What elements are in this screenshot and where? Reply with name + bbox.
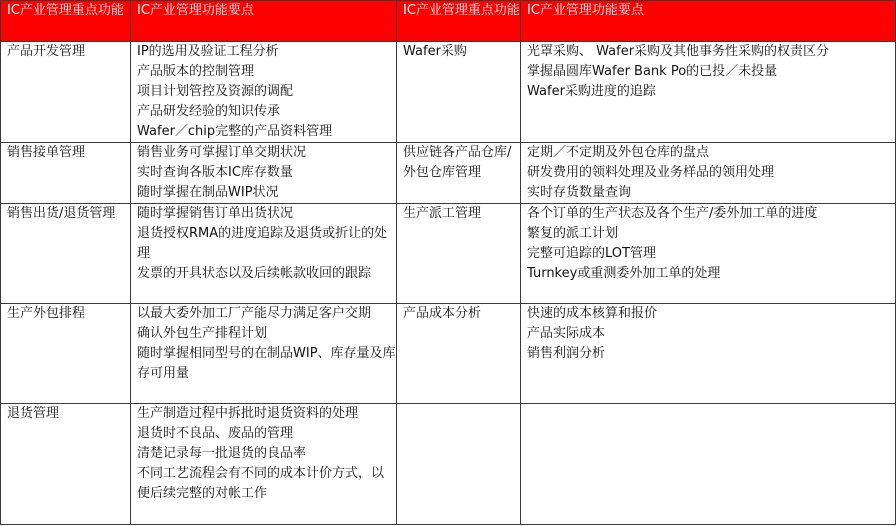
right-points-cell [521, 304, 896, 404]
point-text: 随时掌握相同型号的在制品WIP、库存量及库存可用量 [137, 346, 396, 381]
left-key-cell [1, 304, 131, 404]
point-text: 繁复的派工计划 [527, 226, 619, 241]
point-text: 定期／不定期及外包仓库的盘点 [527, 145, 710, 160]
table-row [1, 42, 896, 143]
right-key-cell [397, 143, 521, 204]
table-row [1, 143, 896, 204]
table-header-row [1, 1, 896, 42]
right-points-cell [521, 42, 896, 143]
point-text: 项目计划管控及资源的调配 [137, 84, 294, 99]
point-text: 光罩采购、 Wafer采购及其他事务性采购的权责区分 [527, 44, 830, 59]
point-text: 实时查询各版本IC库存数量 [137, 165, 293, 180]
right-key-label: 生产派工管理 [403, 206, 482, 221]
left-points-cell [131, 42, 397, 143]
right-key-label: Wafer采购 [403, 44, 467, 59]
point-text: 产品版本的控制管理 [137, 64, 255, 79]
left-key-cell [1, 404, 131, 525]
point-text: IP的选用及验证工程分析 [137, 44, 279, 59]
header-left-function-points: IC产业管理功能要点 [131, 1, 397, 42]
right-points-cell [521, 204, 896, 304]
right-key-label: 产品成本分析 [403, 306, 482, 321]
right-points-cell-empty [521, 404, 896, 525]
point-text: 销售利润分析 [527, 346, 606, 361]
left-key-label: 生产外包排程 [7, 306, 86, 321]
point-text: 退货授权RMA的进度追踪及退货或折让的处理 [137, 226, 388, 261]
right-key-cell-empty [397, 404, 521, 525]
right-key-cell [397, 304, 521, 404]
point-text: 随时掌握销售订单出货状况 [137, 206, 294, 221]
left-key-label: 产品开发管理 [7, 44, 86, 59]
point-text: Turnkey或重测委外加工单的处理 [527, 266, 721, 281]
left-key-cell [1, 143, 131, 204]
left-points-cell [131, 404, 397, 525]
point-text: 确认外包生产排程计划 [137, 326, 268, 341]
table-row [1, 204, 896, 304]
left-key-cell [1, 42, 131, 143]
point-text: 产品研发经验的知识传承 [137, 104, 281, 119]
point-text: 随时掌握在制品WIP状况 [137, 185, 279, 200]
point-text: 研发费用的领料处理及业务样品的领用处理 [527, 165, 775, 180]
point-text: 产品实际成本 [527, 326, 606, 341]
left-key-label: 退货管理 [7, 406, 60, 421]
right-key-label: 供应链各产品仓库/外包仓库管理 [403, 145, 512, 180]
point-text: 销售业务可掌握订单交期状况 [137, 145, 307, 160]
point-text: 以最大委外加工厂产能尽力满足客户交期 [137, 306, 372, 321]
point-text: Wafer采购进度的追踪 [527, 84, 656, 99]
point-text: 清楚记录每一批退货的良品率 [137, 446, 307, 461]
point-text: 完整可追踪的LOT管理 [527, 246, 656, 261]
point-text: 生产制造过程中拆批时退货资料的处理 [137, 406, 359, 421]
point-text: Wafer／chip完整的产品资料管理 [137, 124, 333, 139]
point-text: 各个订单的生产状态及各个生产/委外加工单的进度 [527, 206, 818, 221]
point-text: 退货时不良品、废品的管理 [137, 426, 294, 441]
left-key-cell [1, 204, 131, 304]
left-points-cell [131, 143, 397, 204]
point-text: 发票的开具状态以及后续帐款收回的跟踪 [137, 266, 372, 281]
left-points-cell [131, 304, 397, 404]
point-text: 实时存货数量查询 [527, 185, 632, 200]
left-key-label: 销售出货/退货管理 [7, 206, 116, 221]
table-row [1, 404, 896, 525]
header-right-function-points: IC产业管理功能要点 [521, 1, 896, 42]
right-key-cell [397, 42, 521, 143]
left-points-cell [131, 204, 397, 304]
header-left-key-function: IC产业管理重点功能 [1, 1, 131, 42]
left-key-label: 销售接单管理 [7, 145, 86, 160]
right-points-cell [521, 143, 896, 204]
point-text: 不同工艺流程会有不同的成本计价方式，以便后续完整的对帐工作 [137, 466, 385, 501]
table-row [1, 304, 896, 404]
point-text: 掌握晶圆库Wafer Bank Po的已投／未投量 [527, 64, 778, 79]
right-key-cell [397, 204, 521, 304]
point-text: 快速的成本核算和报价 [527, 306, 658, 321]
header-right-key-function: IC产业管理重点功能 [397, 1, 521, 42]
